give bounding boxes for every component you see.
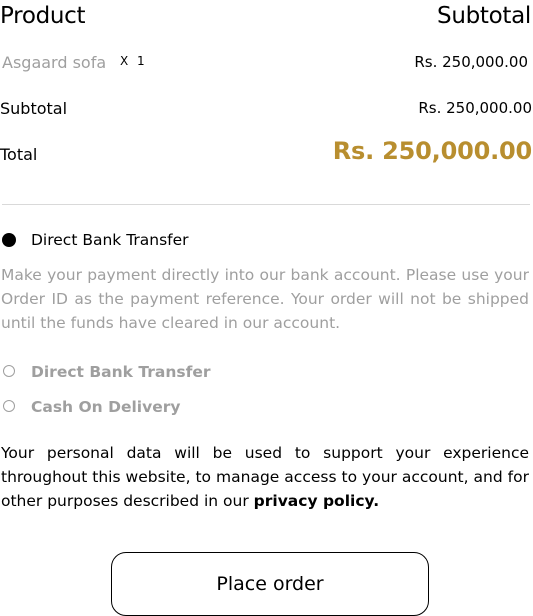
privacy-notice: [1, 441, 529, 513]
total-label: Total: [0, 145, 38, 164]
payment-description: Make your payment directly into our bank account. Please use your Order ID as the payment reference. Your order will not be shipped until the funds have cleared in our account.: [1, 266, 529, 332]
quantity-multiplier: X: [120, 54, 129, 68]
subtotal-label: Subtotal: [0, 99, 68, 118]
selected-payment-radio[interactable]: [2, 233, 16, 247]
privacy-notice-text: Your personal data will be used to support your experience throughout this website, to manage access to your account, and for other purposes described in our: [1, 444, 529, 510]
cash-on-delivery-option-label[interactable]: Cash On Delivery: [31, 398, 181, 416]
cart-item-price: Rs. 250,000.00: [414, 53, 528, 71]
cart-item-quantity: 1: [137, 54, 145, 68]
privacy-policy-link[interactable]: privacy policy.: [253, 492, 380, 510]
total-value: Rs. 250,000.00: [332, 137, 532, 165]
selected-payment-label: Direct Bank Transfer: [31, 231, 189, 249]
cash-on-delivery-radio[interactable]: [3, 400, 15, 412]
cart-item-name: Asgaard sofa: [2, 53, 107, 72]
bank-transfer-radio[interactable]: [3, 365, 15, 377]
summary-divider: [2, 204, 530, 205]
product-column-header: Product: [0, 3, 86, 29]
subtotal-value: Rs. 250,000.00: [418, 99, 532, 117]
place-order-button[interactable]: Place order: [111, 552, 429, 616]
subtotal-column-header: Subtotal: [437, 3, 531, 29]
bank-transfer-option-label[interactable]: Direct Bank Transfer: [31, 363, 211, 381]
